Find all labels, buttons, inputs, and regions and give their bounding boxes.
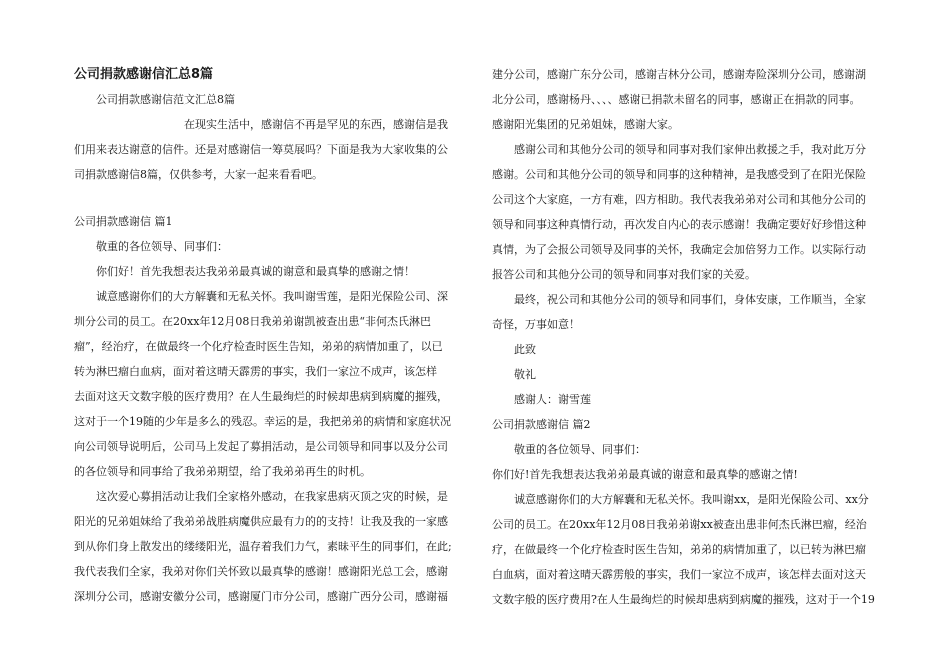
body-line: 公司这个大家庭，一方有难，四方相助。我代表我弟弟对公司和其他分公司的 — [492, 193, 866, 206]
body-line: 这对于一个19随的少年是多么的残忍。幸运的是，我把弟弟的病情和家庭状况 — [74, 415, 451, 428]
body-line: 报答公司和其他分公司的领导和同事对我们家的关爱。 — [492, 268, 756, 281]
document-title: 公司捐款感谢信汇总8篇 — [74, 67, 214, 82]
body-line: 感谢。公司和其他分公司的领导和同事的这种精神，是我感受到了在阳光保险 — [492, 168, 866, 181]
letter1-heading: 公司捐款感谢信 篇1 — [74, 215, 173, 228]
body-line: 白血病，面对着这晴天霹雳般的事实，我们一家泣不成声，该怎样去面对这天 — [492, 568, 866, 581]
document-subtitle: 公司捐款感谢信范文汇总8篇 — [96, 93, 235, 106]
body-line: 北分公司，感谢杨丹、、、、感谢已捐款未留名的同事，感谢正在捐款的同事。 — [492, 93, 861, 106]
body-line: 向公司领导说明后，公司马上发起了募捐活动，是公司领导和同事以及分公司 — [74, 440, 448, 453]
body-line: 去面对这天文数字般的医疗费用？在人生最绚烂的时候却患病到病魔的摧残， — [74, 390, 448, 403]
left-column — [74, 62, 456, 609]
sign-off: 此致 — [514, 343, 536, 356]
body-line: 真情，为了会报公司领导及同事的关怀，我确定会加倍努力工作。以实际行动 — [492, 243, 866, 256]
body-line: 我代表我们全家，我弟对你们关怀致以最真挚的感谢！感谢阳光总工会，感谢 — [74, 565, 448, 578]
body-line: 瘤”，经治疗，在做最终一个化疗检查时医生告知，弟弟的病情加重了，以已 — [74, 340, 443, 353]
intro-line: 司捐款感谢信8篇，仅供参考，大家一起来看看吧。 — [74, 168, 323, 181]
closing-line: 奇怪，万事如意！ — [492, 318, 580, 331]
signer: 感谢人：谢雪莲 — [514, 393, 591, 406]
body-line: 公司的员工。在20xx年12月08日我弟弟谢xx被查出患非何杰氏淋巴瘤，经治 — [492, 518, 867, 531]
body-line: 深圳分公司，感谢安徽分公司，感谢厦门市分公司，感谢广西分公司，感谢福 — [74, 590, 448, 603]
body-line: 文数字般的医疗费用?在人生最绚烂的时候却患病到病魔的摧残，这对于一个19 — [492, 593, 875, 606]
letter2-salutation: 敬重的各位领导、同事们： — [514, 443, 646, 456]
right-column — [492, 62, 880, 612]
body-line: 这次爱心募捐活动让我们全家格外感动，在我家患病灭顶之灾的时候，是 — [96, 490, 448, 503]
body-line: 领导和同事这种真情行动，再次发自内心的表示感谢！我确定要好好珍惜这种 — [492, 218, 866, 231]
letter1-greeting: 你们好！首先我想表达我弟弟最真诚的谢意和最真挚的感谢之情！ — [96, 265, 415, 278]
body-line: 阳光的兄弟姐妹给了我弟弟战胜病魔供应最有力的的支持！让我及我的一家感 — [74, 515, 448, 528]
body-line: 感谢阳光集团的兄弟姐妹，感谢大家。 — [492, 118, 679, 131]
intro-line: 在现实生活中，感谢信不再是罕见的东西，感谢信是我 — [184, 118, 448, 131]
body-line: 圳分公司的员工。在20xx年12月08日我弟弟谢凯被查出患“非何杰氏淋巴 — [74, 315, 432, 328]
letter1-salutation: 敬重的各位领导、同事们： — [96, 240, 228, 253]
sign-off: 敬礼 — [514, 368, 536, 381]
body-line: 感谢公司和其他分公司的领导和同事对我们家伸出救援之手，我对此万分 — [514, 143, 866, 156]
body-line: 转为淋巴瘤白血病，面对着这晴天霹雳的事实，我们一家泣不成声，该怎样 — [74, 365, 437, 378]
closing-line: 最终，祝公司和其他分公司的领导和同事们，身体安康，工作顺当，全家 — [514, 293, 866, 306]
intro-line: 们用来表达谢意的信件。还是对感谢信一筹莫展吗？下面是我为大家收集的公 — [74, 143, 448, 156]
body-line: 诚意感谢你们的大方解囊和无私关怀。我叫谢雪莲，是阳光保险公司、深 — [96, 290, 448, 303]
body-line: 疗，在做最终一个化疗检查时医生告知，弟弟的病情加重了，以已转为淋巴瘤 — [492, 543, 866, 556]
body-line: 建分公司，感谢广东分公司，感谢吉林分公司，感谢寿险深圳分公司，感谢湖 — [492, 68, 866, 81]
letter2-heading: 公司捐款感谢信 篇2 — [492, 418, 591, 431]
blank-gap — [74, 187, 456, 209]
body-line: 诚意感谢你们的大方解囊和无私关怀。我叫谢xx，是阳光保险公司、xx分 — [514, 493, 869, 506]
body-line: 到从你们身上散发出的缕缕阳光，温存着我们力气，素昧平生的同事们，在此; — [74, 540, 452, 553]
body-line: 的各位领导和同事给了我弟弟期望，给了我弟弟再生的时机。 — [74, 465, 371, 478]
letter2-greeting: 你们好!首先我想表达我弟弟最真诚的谢意和最真挚的感谢之情! — [492, 468, 798, 481]
